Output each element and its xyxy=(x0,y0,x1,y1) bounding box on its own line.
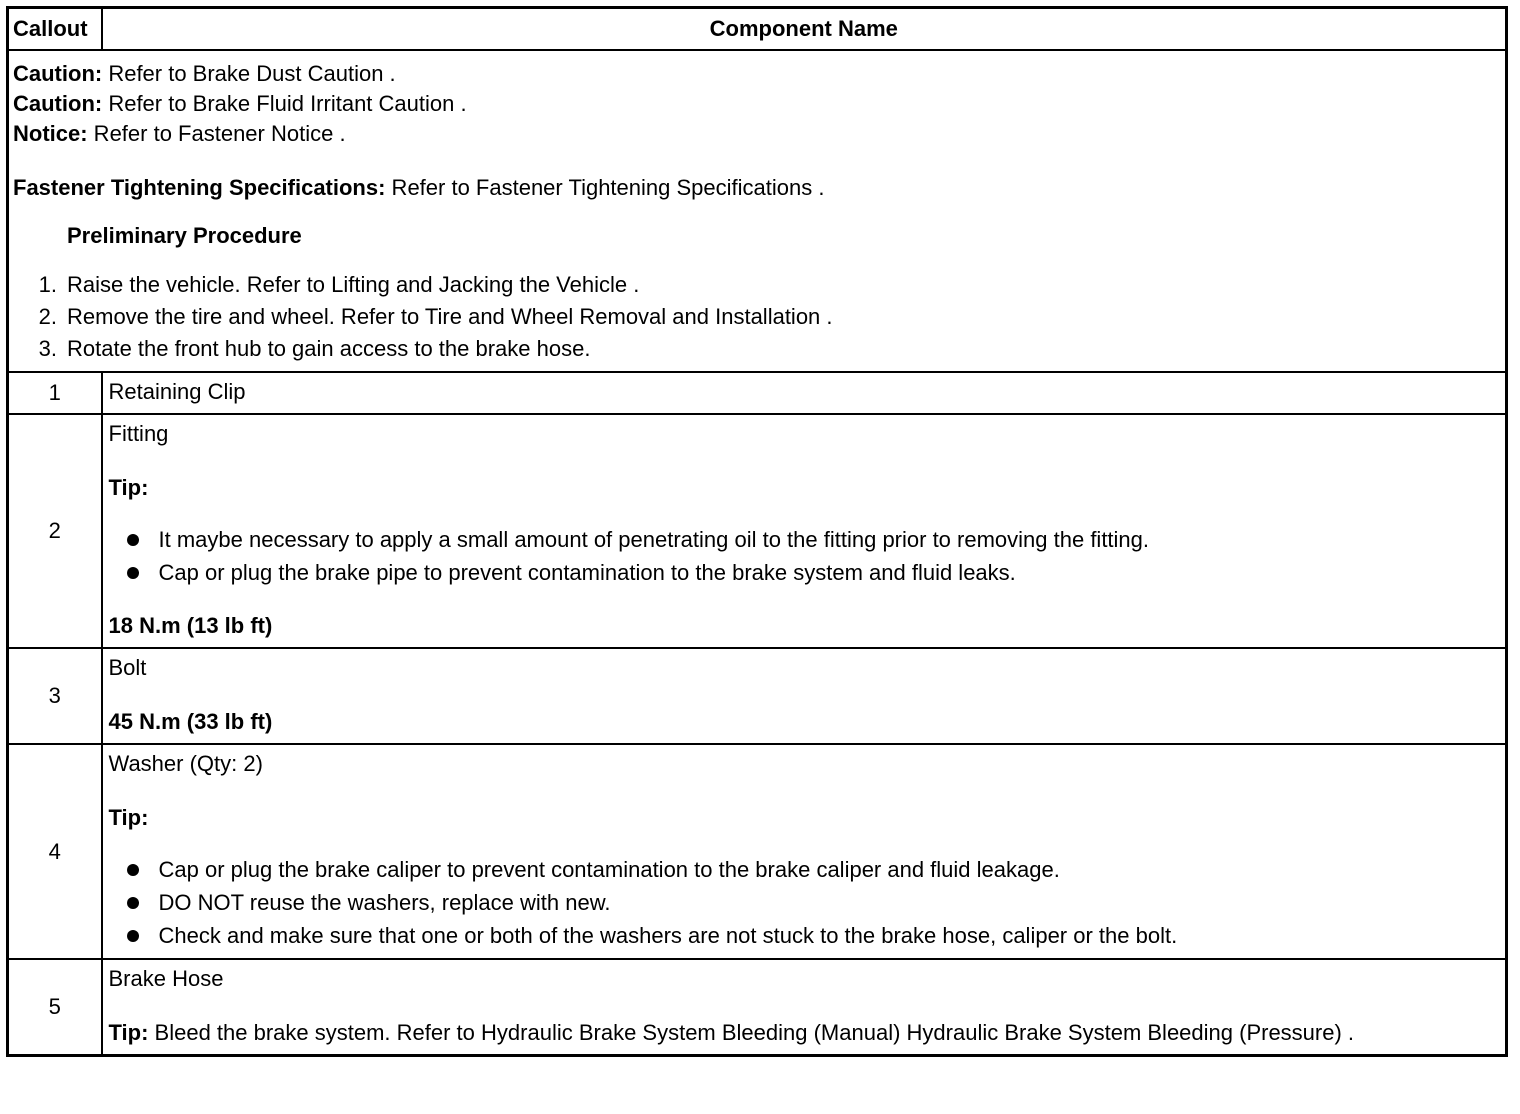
callout-number: 2 xyxy=(8,414,102,648)
step-number: 2. xyxy=(38,304,57,329)
procedure-step xyxy=(13,301,1501,333)
table-row xyxy=(8,648,1507,744)
step-text: Rotate the front hub to gain access to the brake hose. xyxy=(67,336,591,361)
procedure-step xyxy=(13,333,1501,365)
bullet-text: Check and make sure that one or both of the washers are not stuck to the brake hose, caliper or the bolt. xyxy=(158,923,1178,948)
tip-label-text: Tip: xyxy=(108,1020,149,1045)
tip-list xyxy=(109,523,1500,589)
tip-label-text: Tip: xyxy=(108,475,149,500)
header-row xyxy=(8,8,1507,51)
caution-line-2 xyxy=(13,89,1501,119)
table-row xyxy=(8,959,1507,1056)
bullet-text: DO NOT reuse the washers, replace with new. xyxy=(158,890,611,915)
table-row xyxy=(8,372,1507,414)
list-item xyxy=(127,919,1500,952)
tip-label xyxy=(109,473,1500,503)
component-name: Fitting xyxy=(108,421,169,446)
bullet-text: It maybe necessary to apply a small amount of penetrating oil to the fitting prior to removing the fitting. xyxy=(158,527,1150,552)
torque-spec xyxy=(109,707,1500,737)
torque-value: 18 N.m (13 lb ft) xyxy=(108,613,273,638)
step-number: 1. xyxy=(38,272,57,297)
step-text: Raise the vehicle. Refer to Lifting and Jacking the Vehicle . xyxy=(67,272,640,297)
tip-paragraph xyxy=(109,1018,1500,1048)
notice-line xyxy=(13,119,1501,149)
tip-text: Bleed the brake system. Refer to Hydraulic Brake System Bleeding (Manual) Hydraulic Brake System Bleeding (Pressure) . xyxy=(148,1020,1355,1045)
bullet-text: Cap or plug the brake caliper to prevent contamination to the brake caliper and fluid leakage. xyxy=(158,857,1060,882)
callout-number: 3 xyxy=(8,648,102,744)
notice-text: Refer to Fastener Notice . xyxy=(87,121,346,146)
callout-number: 4 xyxy=(8,744,102,959)
tip-label xyxy=(109,803,1500,833)
callout-number: 5 xyxy=(8,959,102,1056)
procedure-title: Preliminary Procedure xyxy=(67,223,302,248)
intro-cell xyxy=(8,50,1507,372)
list-item xyxy=(127,853,1500,886)
component-cell xyxy=(102,414,1507,648)
table-row xyxy=(8,414,1507,648)
component-table xyxy=(6,6,1508,1057)
bullet-text: Cap or plug the brake pipe to prevent contamination to the brake system and fluid leaks. xyxy=(158,560,1016,585)
component-cell xyxy=(102,959,1507,1056)
caution-line-1 xyxy=(13,59,1501,89)
table-row xyxy=(8,744,1507,959)
list-item xyxy=(127,886,1500,919)
bullet-icon xyxy=(127,556,159,589)
caution-text: Refer to Brake Dust Caution . xyxy=(102,61,396,86)
caution-text: Refer to Brake Fluid Irritant Caution . xyxy=(102,91,467,116)
component-name: Brake Hose xyxy=(108,966,224,991)
bullet-icon xyxy=(127,919,159,952)
fastener-spec-line xyxy=(13,173,1501,203)
notice-label: Notice: xyxy=(13,121,88,146)
component-cell xyxy=(102,648,1507,744)
fastener-spec-label: Fastener Tightening Specifications: xyxy=(13,175,386,200)
component-cell xyxy=(102,372,1507,414)
component-name: Bolt xyxy=(108,655,147,680)
callout-number: 1 xyxy=(8,372,102,414)
procedure-steps xyxy=(13,269,1501,365)
torque-spec xyxy=(109,611,1500,641)
list-item xyxy=(127,523,1500,556)
bullet-icon xyxy=(127,523,159,556)
bullet-icon xyxy=(127,853,159,886)
intro-row xyxy=(8,50,1507,372)
tip-list xyxy=(109,853,1500,952)
component-name: Washer (Qty: 2) xyxy=(108,751,263,776)
torque-value: 45 N.m (33 lb ft) xyxy=(108,709,273,734)
list-item xyxy=(127,556,1500,589)
caution-label: Caution: xyxy=(13,61,103,86)
callout-header: Callout xyxy=(8,8,102,51)
step-number: 3. xyxy=(38,336,57,361)
procedure-step xyxy=(13,269,1501,301)
component-name: Retaining Clip xyxy=(108,379,246,404)
caution-label: Caution: xyxy=(13,91,103,116)
step-text: Remove the tire and wheel. Refer to Tire and Wheel Removal and Installation . xyxy=(67,304,833,329)
bullet-icon xyxy=(127,886,159,919)
fastener-spec-text: Refer to Fastener Tightening Specifications . xyxy=(385,175,825,200)
component-cell xyxy=(102,744,1507,959)
tip-label-text: Tip: xyxy=(108,805,149,830)
component-name-header: Component Name xyxy=(102,8,1507,51)
